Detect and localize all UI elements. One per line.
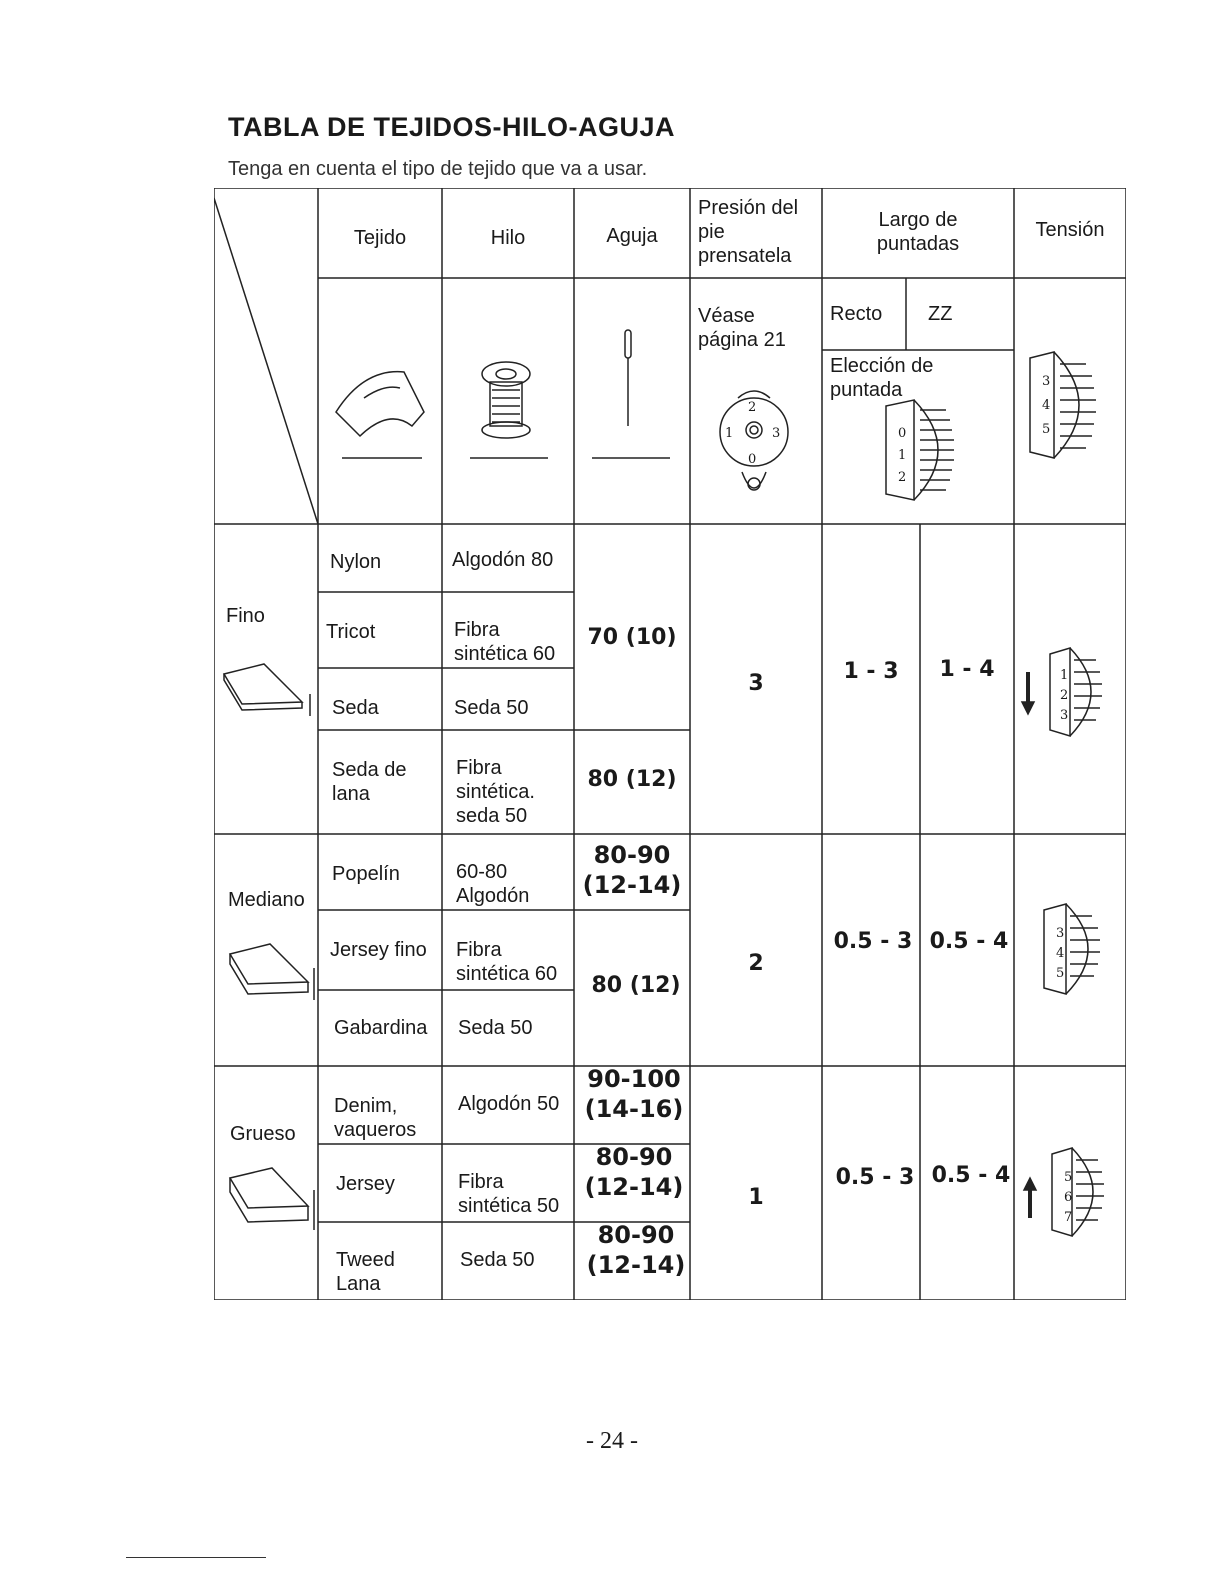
presion-dial-label: 2 [748,400,757,415]
presion-dial-label: 1 [725,426,734,441]
hilo-cell: Fibra sintética 60 [456,939,558,985]
header-tejido: Tejido [353,227,407,249]
recto-value: 0.5 - 3 [833,929,913,954]
recto-value: 1 - 3 [843,659,899,684]
tension-dial-label: 4 [1042,398,1051,413]
tejido-cell: Denim, vaqueros [334,1095,417,1141]
tension-dial-label: 5 [1064,1170,1073,1185]
footer-rule [126,1557,266,1558]
tension-dial-label: 6 [1064,1190,1073,1205]
hilo-cell: Fibra sintética 50 [458,1171,560,1217]
thread-spool-icon [470,362,548,458]
page-number: - 24 - [586,1428,638,1454]
tension-dial-label: 2 [1060,688,1069,703]
tejido-cell: Tricot [326,621,376,643]
aguja-cell: 80-90 (12-14) [582,841,682,899]
tejido-cell: Nylon [330,551,382,573]
tejido-cell: Seda de lana [332,759,407,805]
tejido-cell: Gabardina [334,1017,428,1039]
mediano-tension-dial-icon [1044,904,1100,994]
needle-icon [592,330,670,458]
aguja-cell: 70 (10) [587,625,677,650]
tejido-cell: Jersey fino [330,939,427,961]
header-presion: Presión del pie prensatela [698,197,799,267]
page-subtitle: Tenga en cuenta el tipo de tejido que va a usar. [228,158,648,180]
tension-dial-label: 7 [1064,1210,1073,1225]
presion-note: Véase página 21 [698,305,786,351]
zz-value: 0.5 - 4 [931,1163,1011,1188]
label-eleccion: Elección de puntada [830,355,934,401]
header-hilo: Hilo [490,227,526,249]
tension-dial-label: 1 [1060,668,1069,683]
tension-dial-label: 3 [1060,708,1069,723]
hilo-cell: Fibra sintética 60 [454,619,556,665]
presion-value: 1 [748,1185,764,1210]
hilo-cell: 60-80 Algodón [456,861,530,907]
thin-fabric-icon [224,664,310,716]
tension-dial-label: 4 [1056,946,1065,961]
hilo-cell: Seda 50 [458,1017,533,1039]
tension-dial-label: 5 [1056,966,1065,981]
thick-fabric-icon [230,1168,314,1230]
fabric-thread-needle-table [214,188,1126,1300]
page-title: TABLA DE TEJIDOS-HILO-AGUJA [228,112,676,142]
hilo-cell: Seda 50 [454,697,529,719]
stitch-selector-dial-icon [886,400,954,500]
label-recto: Recto [830,303,883,325]
aguja-cell: 80 (12) [587,767,677,792]
tejido-cell: Popelín [332,863,400,885]
presion-value: 2 [748,951,764,976]
tension-dial-label: 5 [1042,422,1051,437]
hilo-cell: Algodón 50 [458,1093,560,1115]
zz-value: 1 - 4 [939,657,995,682]
hilo-cell: Fibra sintética. seda 50 [456,757,535,827]
tension-dial-icon [1030,352,1096,458]
tejido-cell: Seda [332,697,379,719]
header-aguja: Aguja [606,225,658,247]
header-tension: Tensión [1035,219,1105,241]
stitch-dial-label: 1 [898,448,907,463]
group-name-mediano: Mediano [228,889,305,911]
recto-value: 0.5 - 3 [835,1165,915,1190]
presion-value: 3 [748,671,764,696]
label-zz: ZZ [928,303,953,325]
tejido-cell: Tweed Lana [336,1249,395,1295]
hilo-cell: Seda 50 [460,1249,535,1271]
aguja-cell: 80 (12) [591,973,681,998]
group-name-grueso: Grueso [230,1123,296,1145]
header-largo: Largo de puntadas [876,209,960,255]
presion-dial-label: 0 [748,452,757,467]
tension-dial-label: 3 [1042,374,1051,389]
group-name-fino: Fino [226,605,265,627]
tension-dial-label: 3 [1056,926,1065,941]
fabric-icon [336,372,424,458]
stitch-dial-label: 2 [898,470,907,485]
aguja-cell: 90-100 (14-16) [584,1065,684,1123]
zz-value: 0.5 - 4 [929,929,1009,954]
stitch-dial-label: 0 [898,426,907,441]
hilo-cell: Algodón 80 [452,549,554,571]
aguja-cell: 80-90 (12-14) [586,1221,686,1279]
medium-fabric-icon [230,944,314,1000]
aguja-cell: 80-90 (12-14) [584,1143,684,1201]
presion-dial-label: 3 [772,426,781,441]
tejido-cell: Jersey [336,1173,395,1195]
